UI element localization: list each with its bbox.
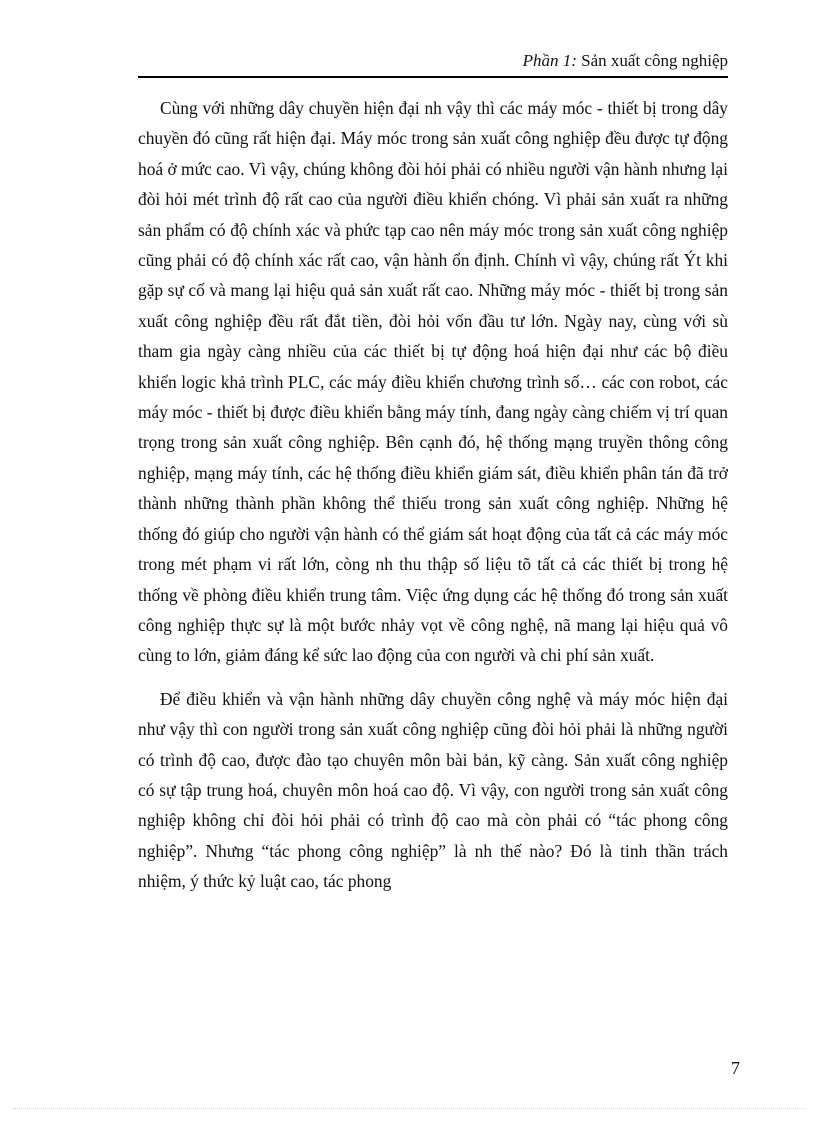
page-number: 7	[731, 1058, 740, 1078]
document-body	[138, 93, 728, 910]
page-bottom-divider	[12, 1108, 804, 1109]
header-part-label: Phần 1:	[522, 51, 577, 70]
paragraph-2: Để điều khiển và vận hành những dây chuyền công nghệ và máy móc hiện đại như vậy thì con người trong sản xuất công nghiệp cũng đòi hỏi phải là những người có trình độ cao, được đào tạo chuyên môn bài bản, kỹ càng. Sản xuất công nghiệp có sự tập trung hoá, chuyên môn hoá cao độ. Vì vậy, con người trong sản xuất công nghiệp không chỉ đòi hỏi phải có trình độ cao mà còn phải có “tác phong công nghiệp”. Nhưng “tác phong công nghiệp” là nh thế nào? Đó là tinh thần trách nhiệm, ý thức kỷ luật cao, tác phong	[138, 688, 728, 892]
header-title: Sản xuất công nghiệp	[581, 51, 728, 70]
page-header	[138, 50, 728, 78]
paragraph-1: Cùng với những dây chuyền hiện đại nh vậy thì các máy móc - thiết bị trong dây chuyền đó cũng rất hiện đại. Máy móc trong sản xuất công nghiệp đều được tự động hoá ở mức cao. Vì vậy, chúng không đòi hỏi phải có nhiều người vận hành nhưng lại đòi hỏi mét trình độ rất cao của người điều khiển chóng. Vì phải sản xuất ra những sản phẩm có độ chính xác và phức tạp cao nên máy móc trong sản xuất công nghiệp cũng phải có độ chính xác rất cao, vận hành ổn định. Chính vì vậy, chúng rất Ýt khi gặp sự cố và mang lại hiệu quả sản xuất rất cao. Những máy móc - thiết bị trong sản xuất công nghiệp đều rất đắt tiền, đòi hỏi vốn đầu tư lớn. Ngày nay, cùng với sù tham gia ngày càng nhiều của các thiết bị tự động hoá hiện đại như các bộ điều khiển logic khả trình PLC, các máy điều khiển chương trình số… các con robot, các máy móc - thiết bị được điều khiển bằng máy tính, đang ngày càng chiếm vị trí quan trọng trong sản xuất công nghiệp. Bên cạnh đó, hệ thống mạng truyền thông công nghiệp, mạng máy tính, các hệ thống điều khiển giám sát, điều khiển phân tán đã trở thành những thành phần không thể thiếu trong sản xuất công nghiệp. Những hệ thống đó giúp cho người vận hành có thể giám sát hoạt động của tất cả các máy móc trong mét phạm vi rất lớn, còng nh thu thập số liệu tõ tất cả các thiết bị trong hệ thống về phòng điều khiển trung tâm. Việc ứng dụng các hệ thống đó trong sản xuất công nghiệp thực sự là một bước nhảy vọt về công nghệ, nã mang lại hiệu quả vô cùng to lớn, giảm đáng kể sức lao động của con người và chi phí sản xuất.	[138, 98, 728, 666]
